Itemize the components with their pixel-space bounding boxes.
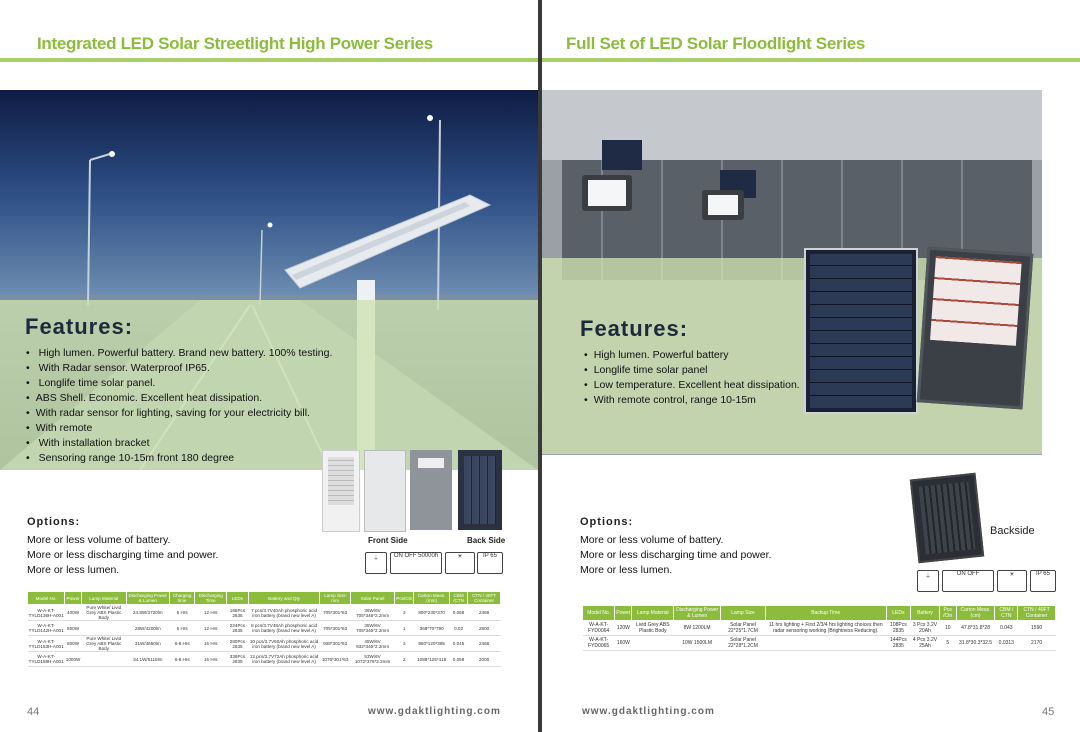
option-item: More or less lumen.: [580, 564, 673, 576]
table-cell: 2800: [468, 621, 501, 636]
table-cell: 4 Pcs 3.2V 25Ah: [911, 636, 940, 651]
table-header: CTN / 40FT Container: [1018, 606, 1056, 621]
website-url: www.gdaktlighting.com: [368, 706, 501, 717]
option-item: More or less volume of battery.: [580, 534, 724, 546]
table-cell: 35W/6V 705*346*2.2mm: [350, 621, 394, 636]
table-header: LEDs: [227, 592, 249, 605]
table-header: Power: [615, 606, 632, 621]
table-cell: 31W/4650lm: [126, 636, 169, 652]
table-header: Lamp Material: [81, 592, 126, 605]
table-header: LEDs: [886, 606, 911, 621]
table-header: Discharging Power & Lumen: [674, 606, 721, 621]
table-header: CTN / 40FT Container: [468, 592, 501, 605]
table-cell: 400W: [65, 605, 82, 621]
ground-icon: ⏚: [365, 552, 387, 574]
table-cell: 34.1W/5115lm: [126, 652, 169, 667]
ground-icon: ⏚: [917, 570, 939, 592]
table-cell: 705*301*63: [320, 605, 351, 621]
table-header: Lamp Size mm: [320, 592, 351, 605]
table-cell: 6-8 Hrs: [169, 652, 195, 667]
floodlight-product: [917, 246, 1034, 409]
table-header: Power: [65, 592, 82, 605]
solar-panel-product: [804, 248, 918, 414]
table-row: [28, 652, 501, 667]
table-cell: 6 Hrs: [169, 621, 195, 636]
table-cell: 3: [395, 636, 414, 652]
bulb-icon: ☀: [445, 552, 475, 574]
table-header: Discharging Time: [195, 592, 227, 605]
bulb-icon: ☀: [997, 570, 1027, 592]
feature-item: • Longlife time solar panel.: [26, 376, 332, 391]
right-page: [542, 0, 1080, 732]
table-cell: Pure White/ Livid Grey ABS Plastic Body: [81, 605, 126, 621]
table-cell: 0.045: [449, 636, 467, 652]
table-header: Pcs/Ctn: [395, 592, 414, 605]
table-header: CBM /CTN: [449, 592, 467, 605]
product-thumb-front: [322, 450, 360, 532]
feature-item: • Low temperature. Excellent heat dissipation.: [584, 378, 800, 393]
table-header: Battery and Qty: [248, 592, 319, 605]
table-cell: 0.056: [449, 652, 467, 667]
table-cell: 0.043: [995, 621, 1018, 636]
table-header: Battery: [911, 606, 940, 621]
table-cell: 800W: [65, 636, 82, 652]
table-cell: 705*301*63: [320, 621, 351, 636]
table-cell: 3: [395, 605, 414, 621]
timer-certification-icon: ON OFF: [942, 570, 994, 592]
table-header: Lamp Size: [721, 606, 766, 621]
table-header: Model No.: [28, 592, 65, 605]
table-cell: 336Pcs 2835: [227, 652, 249, 667]
timer-certification-icon: ON OFF 50000h: [390, 552, 442, 574]
table-cell: 31.8*30.3*32.5: [956, 636, 995, 651]
table-cell: 168Pcs 2835: [227, 605, 249, 621]
table-cell: 11 hrs lighting + First 2/3/4 hrs lighting choices then radar sensoring working (Brightness Reducing).: [765, 621, 886, 636]
title-rule: [0, 58, 538, 62]
table-cell: [81, 652, 126, 667]
caption-backside: Backside: [990, 525, 1035, 537]
table-cell: 224Pcs 2835: [227, 621, 249, 636]
table-cell: 1000W: [65, 652, 82, 667]
option-item: More or less volume of battery.: [27, 534, 171, 546]
table-cell: 800*230*370: [414, 605, 450, 621]
table-cell: 144Pcs 2835: [886, 636, 911, 651]
feature-item: • With remote control, range 10-15m: [584, 393, 800, 408]
spec-table: [582, 605, 1056, 651]
table-cell: W-A-KT-TYLD153H-A001: [28, 636, 65, 652]
page-title: Full Set of LED Solar Floodlight Series: [566, 34, 866, 53]
table-header: Solar Panel: [350, 592, 394, 605]
feature-item: • With Radar sensor. Waterproof IP65.: [26, 361, 332, 376]
table-cell: 2468: [468, 636, 501, 652]
feature-item: • With radar sensor for lighting, saving for your electricity bill.: [26, 406, 332, 421]
table-cell: 6-8 Hrs: [169, 636, 195, 652]
page-title: Integrated LED Solar Streetlight High Power Series: [37, 34, 433, 53]
page-number: 45: [1042, 706, 1055, 718]
table-cell: 12 Hrs: [195, 605, 227, 621]
table-cell: 15 Hrs: [195, 652, 227, 667]
table-cell: [765, 636, 886, 651]
table-row: [28, 636, 501, 652]
table-cell: 8 pcs/3.7V48Ah phosphoric acid iron battery (brand new level A): [248, 621, 319, 636]
table-cell: 0.02: [449, 621, 467, 636]
features-list: [584, 348, 800, 408]
table-cell: 53W/6V 1072*376*2.2mm: [350, 652, 394, 667]
options-heading: Options:: [27, 516, 81, 528]
table-cell: 24.8W/3720lm: [126, 605, 169, 621]
product-thumb-led: [410, 450, 452, 530]
left-page: [0, 0, 538, 732]
table-header: CBM / CTN: [995, 606, 1018, 621]
table-cell: 28W/4200lm: [126, 621, 169, 636]
ip65-icon: IP 65: [477, 552, 503, 574]
table-cell: 15 Hrs: [195, 636, 227, 652]
website-url: www.gdaktlighting.com: [582, 706, 715, 717]
table-cell: 280Pcs 2835: [227, 636, 249, 652]
feature-item: • Longlife time solar panel: [584, 363, 800, 378]
table-cell: 2: [395, 652, 414, 667]
table-cell: 10 pcs/3.7V60Ah phosphoric acid iron battery (brand new level A): [248, 636, 319, 652]
table-cell: 10: [939, 621, 956, 636]
page-number: 44: [27, 706, 40, 718]
table-cell: 368*70*790: [414, 621, 450, 636]
table-row: [583, 621, 1056, 636]
feature-item: • High lumen. Powerful battery. Brand new battery. 100% testing.: [26, 346, 332, 361]
table-cell: 2469: [468, 605, 501, 621]
table-cell: 950*120*385: [414, 636, 450, 652]
table-row: [28, 605, 501, 621]
feature-item: • High lumen. Powerful battery: [584, 348, 800, 363]
table-cell: Pure White/ Livid Grey ABS Plastic Body: [81, 636, 126, 652]
title-rule: [542, 58, 1080, 62]
feature-item: • Sensoring range 10-15m front 180 degree: [26, 451, 332, 466]
table-header: Pcs /Ctn: [939, 606, 956, 621]
feature-item: • With installation bracket: [26, 436, 332, 451]
table-cell: 500W: [65, 621, 82, 636]
table-cell: 12 pcs/3.7V72Ah phosphoric acid iron battery (brand new level A): [248, 652, 319, 667]
table-cell: 7 pcs/3.7V40Ah phosphoric acid iron battery (brand new level A): [248, 605, 319, 621]
features-heading: Features:: [580, 316, 689, 341]
table-cell: W-A-KT-FYD0065: [583, 636, 615, 651]
table-cell: 3 Pcs 3.2V 20Ah: [911, 621, 940, 636]
table-cell: 45W/6V 932*346*2.2mm: [350, 636, 394, 652]
table-cell: 1590: [1018, 621, 1056, 636]
table-cell: 0.0313: [995, 636, 1018, 651]
feature-item: • ABS Shell. Economic. Excellent heat dissipation.: [26, 391, 332, 406]
table-cell: Solar Panel 22*28*1.2CM: [721, 636, 766, 651]
table-cell: [632, 636, 674, 651]
feature-item: • With remote: [26, 421, 332, 436]
table-cell: 160W: [615, 636, 632, 651]
table-header: Lamp Material: [632, 606, 674, 621]
option-item: More or less lumen.: [27, 564, 120, 576]
table-cell: 1: [395, 621, 414, 636]
table-cell: 1076*301*63: [320, 652, 351, 667]
features-list: [26, 346, 332, 466]
table-cell: W-A-KT-TYLD159H-A001: [28, 652, 65, 667]
table-cell: 1088*125*418: [414, 652, 450, 667]
table-cell: 0.068: [449, 605, 467, 621]
table-cell: W-A-KT-FYD0064: [583, 621, 615, 636]
ip65-icon: IP 65: [1030, 570, 1056, 592]
table-cell: [81, 621, 126, 636]
option-item: More or less discharging time and power.: [580, 549, 772, 561]
table-cell: 108Pcs 2835: [886, 621, 911, 636]
table-cell: Livid Grey ABS Plastic Body: [632, 621, 674, 636]
product-thumb-side: [364, 450, 406, 532]
table-header: Discharging Power & Lumen: [126, 592, 169, 605]
options-list: [27, 533, 218, 578]
features-heading: Features:: [25, 314, 134, 339]
spec-table: [27, 591, 501, 667]
table-cell: W-A-KT-TYLD136H-A001: [28, 605, 65, 621]
table-cell: 938*301*63: [320, 636, 351, 652]
backside-product: [910, 473, 984, 563]
table-row: [28, 621, 501, 636]
caption-front-side: Front Side: [368, 536, 408, 545]
table-header-row: [28, 592, 501, 605]
table-cell: 2000: [468, 652, 501, 667]
table-cell: Solar Panel 22*25*1.7CM: [721, 621, 766, 636]
table-cell: 2170: [1018, 636, 1056, 651]
table-cell: 8W 1200LM: [674, 621, 721, 636]
table-cell: 5: [939, 636, 956, 651]
caption-back-side: Back Side: [467, 536, 506, 545]
table-cell: 36W/6V 705*346*2.2mm: [350, 605, 394, 621]
table-cell: 12 Hrs: [195, 621, 227, 636]
table-header: Charging time: [169, 592, 195, 605]
table-header: Carton Meas. (mm): [414, 592, 450, 605]
table-header: Backup Time: [765, 606, 886, 621]
option-item: More or less discharging time and power.: [27, 549, 219, 561]
table-row: [583, 636, 1056, 651]
options-list: [580, 533, 771, 578]
table-cell: 47.8*31.8*28: [956, 621, 995, 636]
product-thumb-back: [458, 450, 502, 530]
table-cell: 6 Hrs: [169, 605, 195, 621]
table-header-row: [583, 606, 1056, 621]
table-header: Carton Meas.(cm): [956, 606, 995, 621]
table-cell: 10W 1500LM: [674, 636, 721, 651]
table-header: Model No.: [583, 606, 615, 621]
table-cell: 120W: [615, 621, 632, 636]
options-heading: Options:: [580, 516, 634, 528]
table-cell: W-A-KT-TYLD142H-A001: [28, 621, 65, 636]
